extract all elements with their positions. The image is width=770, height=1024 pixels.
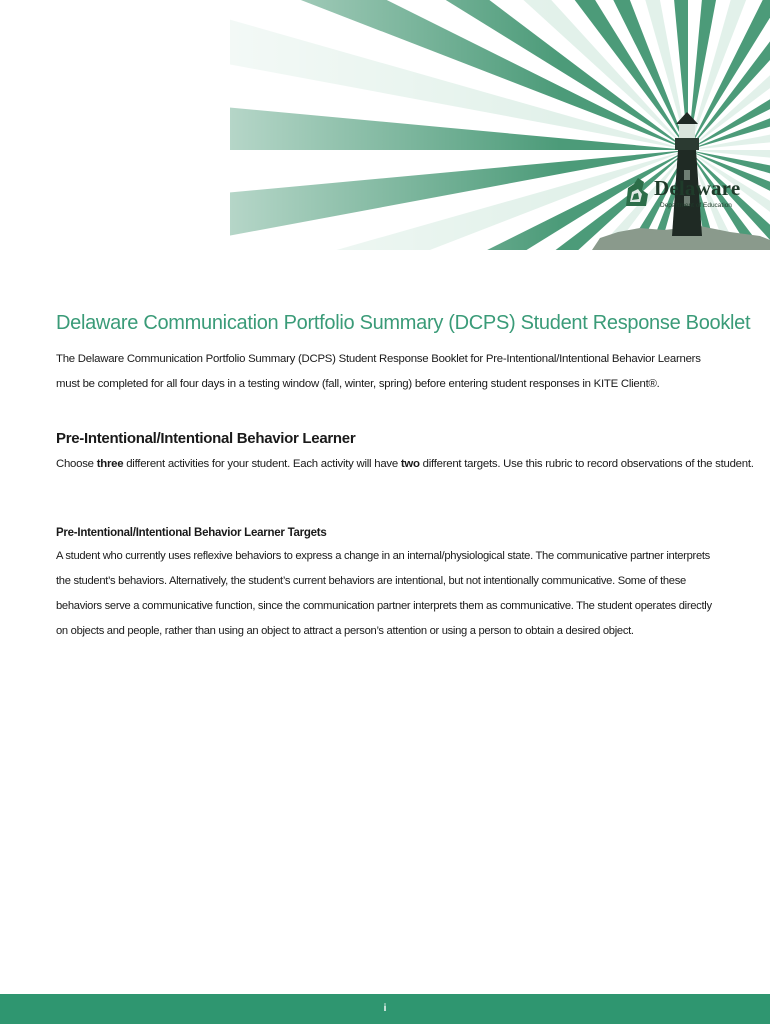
- logo-subtitle: Department of Education: [660, 202, 732, 209]
- instructions-bold-1: three: [96, 458, 124, 470]
- intro-paragraph: The Delaware Communication Portfolio Summary (DCPS) Student Response Booklet for Pre-Intentional/Intentional Behavior Learners must be completed for all four days in a testing window (fall, winter, spring) before entering student responses in KITE Client®.: [56, 353, 701, 390]
- logo-name: Delaware: [654, 176, 741, 200]
- header-banner: [0, 0, 770, 250]
- instructions-text-3: different targets. Use this rubric to record observations of the student.: [419, 458, 754, 470]
- footer-bar: [0, 994, 770, 1024]
- document-body: [56, 312, 754, 644]
- targets-heading: Pre-Intentional/Intentional Behavior Learner Targets: [56, 527, 327, 539]
- delaware-state-icon: [622, 176, 652, 210]
- banner-blank: [0, 0, 230, 250]
- instructions-text-2: different activities for your student. Each activity will have: [123, 458, 401, 470]
- delaware-doe-logo: [622, 172, 752, 222]
- section-heading: Pre-Intentional/Intentional Behavior Learner: [56, 430, 356, 447]
- page-number: i: [383, 1003, 387, 1014]
- page-title: Delaware Communication Portfolio Summary (DCPS) Student Response Booklet: [56, 312, 751, 334]
- instructions-paragraph: [56, 454, 754, 474]
- instructions-text-1: Choose: [56, 458, 97, 470]
- targets-paragraph: A student who currently uses reflexive behaviors to express a change in an internal/physiological state. The communicative partner interprets the student’s behaviors. Alternatively, the student’s current behaviors are intentional, but not intentionally communicative. Some of these behaviors serve a communicative function, since the communication partner interprets them as communicative. The student operates directly on objects and people, rather than using an object to attract a person’s attention or using a person to obtain a desired object.: [56, 550, 712, 637]
- instructions-bold-2: two: [400, 458, 420, 470]
